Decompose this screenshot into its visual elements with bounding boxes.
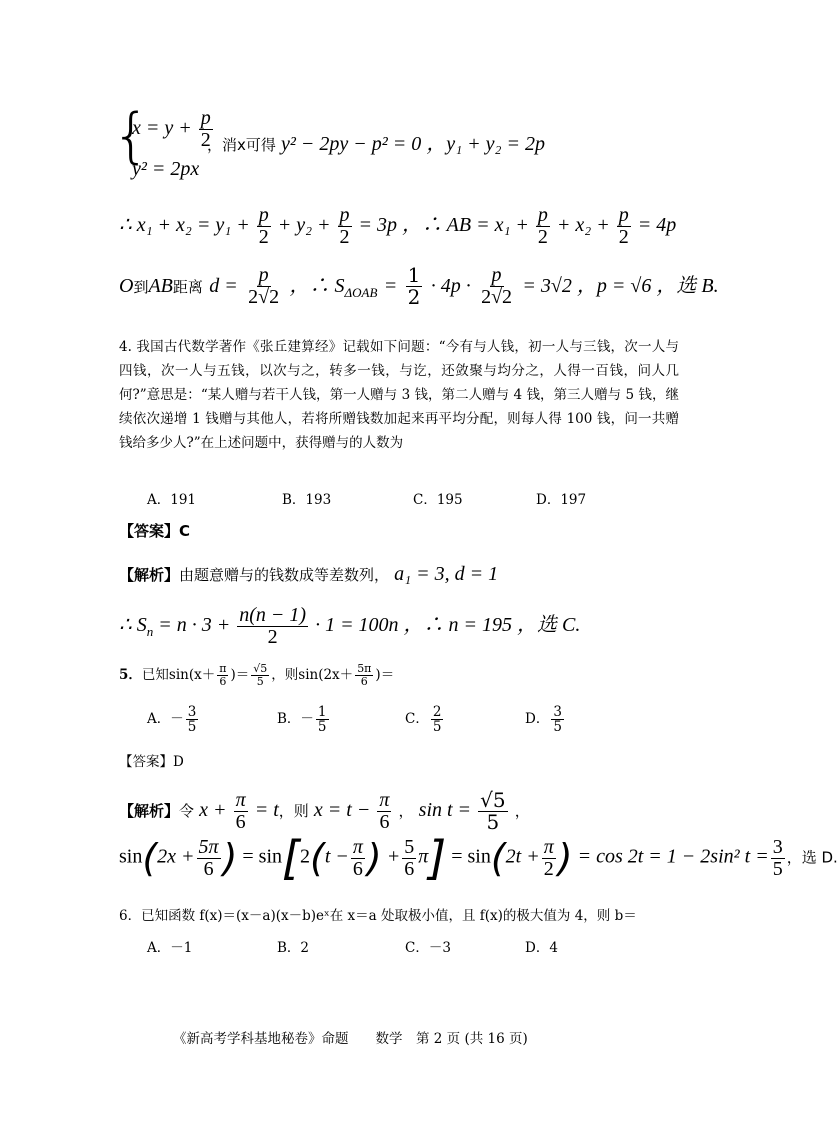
system-eq1: x = y + $\frac{p}{2}$ xyxy=(132,107,211,151)
q5-analysis-2: sin(2x + $\frac{5\pi}{6}$ ) = sin[2(t − $\frac{\pi}{6}$ ) + $\frac{5}{6}$ π] = sin(2t + $\frac{\pi}{2}$ ) = cos 2t = 1 − 2sin² t = $\frac{3}{5}$ ，选 D. xyxy=(119,831,838,885)
option-d: D． $\frac{3}{5}$ xyxy=(525,704,562,736)
system-brace: { xyxy=(112,101,151,171)
option-b: B．－ $\frac{1}{5}$ xyxy=(277,704,327,736)
area-line: O到AB距离 d = $\frac{p}{2√2}$ ，∴ $S_{\Delta OAB}$ = $\frac{1}{2}$ · 4p · $\frac{p}{2√2}$ = 3√2 ，p = √6 ，选 B. xyxy=(119,263,719,309)
option-a: A．－ $\frac{3}{5}$ xyxy=(147,704,197,736)
option-a: A．－1 xyxy=(147,940,193,956)
q4-answer: 【答案】C xyxy=(119,522,191,540)
option-c: C．－3 xyxy=(405,940,451,956)
question-5-text: 5．已知sin(x＋ $\frac{\pi}{6}$ )＝ $\frac{√5}{5}$ ，则sin(2x＋ $\frac{5\pi}{6}$ )＝ xyxy=(119,662,395,688)
option-c: C． $\frac{2}{5}$ xyxy=(405,704,442,736)
option-c: C．195 xyxy=(413,492,463,508)
q4-sum-line: ∴ $S_n = n \cdot 3$ + $\frac{n(n - 1)}{2}$ · 1 = 100n ，∴ n = 195 ，选 C. xyxy=(119,604,581,648)
q5-analysis-1: 【解析】令 x + $\frac{\pi}{6}$ = t，则 x = t − $\frac{\pi}{6}$ ， sin t = $\frac{√5}{5}$ ， xyxy=(119,788,530,834)
question-6-text: 6．已知函数 f(x)＝(x－a)(x－b)eˣ在 x＝a 处取极小值，且 f(x)的极大值为 4，则 b＝ xyxy=(119,908,637,924)
eliminate-line: ，消x可得 y² − 2py − p² = 0 ，y₁ + y₂ = 2p xyxy=(207,133,545,155)
option-d: D．197 xyxy=(536,492,587,508)
option-a: A．191 xyxy=(147,492,197,508)
q4-analysis: 【解析】由题意赠与的钱数成等差数列， a₁ = 3, d = 1 xyxy=(119,563,499,585)
question-4-text: 4. 我国古代数学著作《张丘建算经》记载如下问题：“今有与人钱，初一人与三钱，次一人与四钱，次一人与五钱，以次与之，转多一钱，与讫，还敛聚与均分之，人得一百钱，问人几何?”意思是：“某人赠与若干人钱，第一人赠与 3 钱，第二人赠与 4 钱，第三人赠与 5 钱，继续依次递增 1 钱赠与其他人，若将所赠钱数加起来再平均分配，则每人得 100 钱，问一共赠钱给多少人?”在上述问题中，获得赠与的人数为 xyxy=(119,339,679,451)
q5-answer: 【答案】D xyxy=(119,754,184,770)
page-footer: 《新高考学科基地秘卷》命题 数学 第 2 页 (共 16 页) xyxy=(173,1031,528,1047)
option-b: B．193 xyxy=(282,492,332,508)
option-b: B．2 xyxy=(277,940,310,956)
system-eq2: y² = 2px xyxy=(132,158,200,180)
option-d: D．4 xyxy=(525,940,558,956)
sum-x-line: ∴ x₁ + x₂ = y₁ + $\frac{p}{2}$ + y₂ + $\frac{p}{2}$ = 3p ，∴ AB = x₁ + $\frac{p}{2}$ + x₂ + $\frac{p}{2}$ = 4p xyxy=(119,204,677,248)
